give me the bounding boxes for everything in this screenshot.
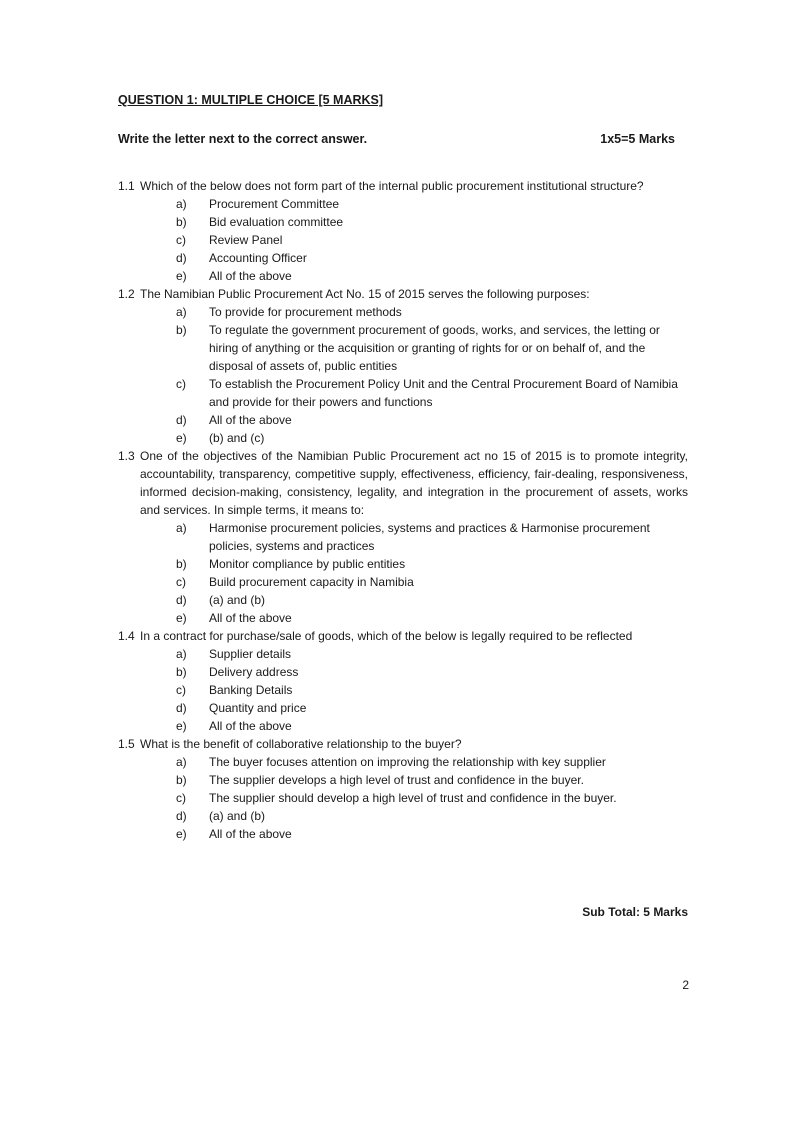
option-text: The supplier develops a high level of trust and confidence in the buyer. — [209, 773, 584, 787]
option-letter: c) — [176, 683, 186, 697]
option-letter: d) — [176, 251, 187, 265]
option-text: Delivery address — [209, 665, 299, 679]
question-3 — [118, 447, 688, 627]
answer-option — [176, 753, 688, 771]
question-list — [118, 177, 688, 843]
option-text: All of the above — [209, 413, 292, 427]
option-text: All of the above — [209, 269, 292, 283]
option-text: Quantity and price — [209, 701, 307, 715]
question-4 — [118, 627, 688, 735]
option-text: The supplier should develop a high level of trust and confidence in the buyer. — [209, 791, 617, 805]
option-letter: a) — [176, 305, 187, 319]
option-letter: a) — [176, 197, 187, 211]
question-number: 1.4 — [118, 629, 135, 643]
option-letter: d) — [176, 701, 187, 715]
option-list — [176, 303, 688, 447]
option-letter: d) — [176, 593, 187, 607]
answer-option — [176, 591, 688, 609]
option-letter: e) — [176, 611, 187, 625]
option-letter: c) — [176, 377, 186, 391]
option-text: Harmonise procurement policies, systems and practices & Harmonise procurement policies, systems and practices — [209, 521, 650, 553]
question-2 — [118, 285, 688, 447]
option-list — [176, 519, 688, 627]
answer-option — [176, 807, 688, 825]
section-title: QUESTION 1: MULTIPLE CHOICE [5 MARKS] — [118, 93, 384, 107]
option-list — [176, 645, 688, 735]
question-number: 1.3 — [118, 449, 135, 463]
answer-option — [176, 789, 688, 807]
option-text: All of the above — [209, 827, 292, 841]
option-letter: b) — [176, 773, 187, 787]
answer-option — [176, 573, 688, 591]
answer-option — [176, 717, 688, 735]
option-list — [176, 753, 688, 843]
answer-option — [176, 609, 688, 627]
option-text: Build procurement capacity in Namibia — [209, 575, 414, 589]
instruction-text: Write the letter next to the correct answer. — [118, 132, 368, 146]
option-text: Accounting Officer — [209, 251, 307, 265]
question-text: In a contract for purchase/sale of goods, which of the below is legally required to be reflected — [140, 629, 633, 643]
option-list — [176, 195, 688, 285]
option-text: Banking Details — [209, 683, 293, 697]
answer-option — [176, 825, 688, 843]
option-letter: a) — [176, 647, 187, 661]
option-letter: e) — [176, 827, 187, 841]
answer-option — [176, 267, 688, 285]
option-letter: c) — [176, 233, 186, 247]
option-text: To provide for procurement methods — [209, 305, 402, 319]
option-letter: b) — [176, 323, 187, 337]
answer-option — [176, 213, 688, 231]
answer-option — [176, 195, 688, 213]
option-letter: d) — [176, 809, 187, 823]
question-1 — [118, 177, 688, 285]
question-text: What is the benefit of collaborative relationship to the buyer? — [140, 737, 462, 751]
answer-option — [176, 429, 688, 447]
question-5 — [118, 735, 688, 843]
page-number: 2 — [682, 978, 689, 992]
option-text: All of the above — [209, 719, 292, 733]
option-letter: e) — [176, 719, 187, 733]
option-text: The buyer focuses attention on improving the relationship with key supplier — [209, 755, 606, 769]
option-letter: c) — [176, 791, 186, 805]
question-number: 1.1 — [118, 179, 135, 193]
option-text: All of the above — [209, 611, 292, 625]
answer-option — [176, 321, 688, 375]
answer-option — [176, 519, 688, 555]
option-letter: b) — [176, 665, 187, 679]
option-text: (a) and (b) — [209, 593, 266, 607]
subtotal: Sub Total: 5 Marks — [582, 905, 688, 919]
option-text: Monitor compliance by public entities — [209, 557, 406, 571]
question-text: Which of the below does not form part of the internal public procurement institutional structure? — [140, 179, 644, 193]
question-number: 1.2 — [118, 287, 135, 301]
option-letter: a) — [176, 755, 187, 769]
option-text: To regulate the government procurement of goods, works, and services, the letting or hiring of anything or the acquisition or granting of rights for or on behalf of, and the disposal of assets of, public entities — [209, 323, 660, 373]
option-letter: a) — [176, 521, 187, 535]
option-text: (a) and (b) — [209, 809, 266, 823]
option-letter: b) — [176, 215, 187, 229]
answer-option — [176, 249, 688, 267]
answer-option — [176, 771, 688, 789]
option-text: Procurement Committee — [209, 197, 340, 211]
answer-option — [176, 375, 688, 411]
option-text: Supplier details — [209, 647, 292, 661]
answer-option — [176, 645, 688, 663]
answer-option — [176, 663, 688, 681]
answer-option — [176, 681, 688, 699]
option-letter: e) — [176, 269, 187, 283]
answer-option — [176, 699, 688, 717]
option-letter: c) — [176, 575, 186, 589]
marks-allocation: 1x5=5 Marks — [600, 132, 675, 146]
option-text: (b) and (c) — [209, 431, 265, 445]
option-letter: b) — [176, 557, 187, 571]
answer-option — [176, 231, 688, 249]
question-number: 1.5 — [118, 737, 135, 751]
question-text: One of the objectives of the Namibian Public Procurement act no 15 of 2015 is to promote integrity, accountability, transparency, competitive supply, effectiveness, efficiency, fair-dealing, responsiveness, informed decision-making, consistency, legality, and integration in the procurement of assets, works and services. In simple terms, it means to: — [140, 449, 688, 517]
option-text: To establish the Procurement Policy Unit and the Central Procurement Board of Namibia and provide for their powers and functions — [209, 377, 678, 409]
option-text: Review Panel — [209, 233, 283, 247]
answer-option — [176, 555, 688, 573]
option-letter: e) — [176, 431, 187, 445]
question-text: The Namibian Public Procurement Act No. 15 of 2015 serves the following purposes: — [140, 287, 590, 301]
answer-option — [176, 303, 688, 321]
answer-option — [176, 411, 688, 429]
option-text: Bid evaluation committee — [209, 215, 344, 229]
option-letter: d) — [176, 413, 187, 427]
